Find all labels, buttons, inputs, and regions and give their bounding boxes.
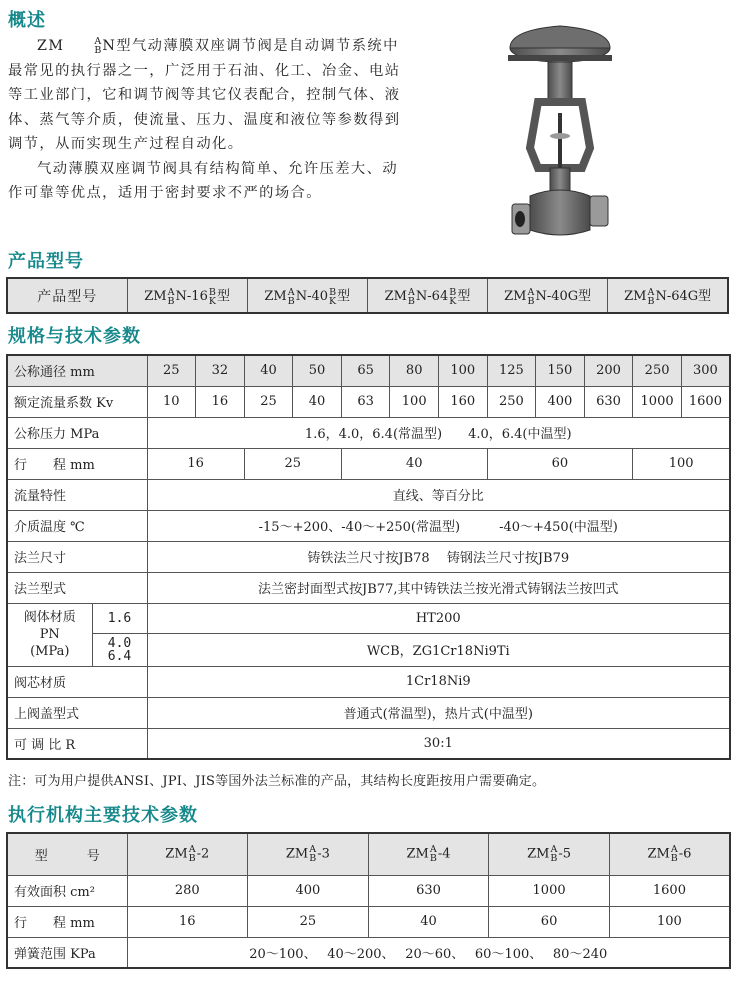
valve-image: [490, 18, 630, 240]
dn-value: 25: [147, 355, 196, 386]
temp-label: 介质温度 ℃: [7, 510, 147, 541]
model-suffix: 型: [216, 289, 230, 305]
bonnet-value: 普通式(常温型)，热片式(中温型): [147, 697, 730, 728]
models-label: 产品型号: [7, 278, 127, 313]
frac-top: B: [329, 286, 337, 298]
model-cell: [488, 278, 608, 313]
model-prefix: ZM: [527, 846, 550, 862]
model-fraction: [647, 288, 654, 306]
frac-bottom: B: [188, 853, 196, 865]
ratio-value: 30:1: [147, 728, 730, 759]
spec-row-temp: [7, 510, 730, 541]
overview-paragraph-2: 气动薄膜双座调节阀具有结构简单、允许压差大、动作可靠等优点，适用于密封要求不严的场合。: [8, 160, 399, 201]
dn-value: 32: [196, 355, 245, 386]
model-fraction: [65, 37, 101, 55]
model-prefix: ZM: [165, 846, 188, 862]
spec-row-body-1: [7, 603, 730, 633]
stroke-value: 100: [633, 448, 730, 479]
area-label: 有效面积 cm²: [7, 875, 127, 906]
stroke-value: 16: [147, 448, 244, 479]
model-prefix: ZM: [406, 846, 429, 862]
model-suffix: 型: [457, 289, 471, 305]
body-label-line: (MPa): [30, 644, 70, 659]
stroke-value: 60: [487, 448, 633, 479]
frac-bottom: B: [550, 853, 558, 865]
specs-table: [6, 354, 731, 760]
spec-row-stroke: [7, 448, 730, 479]
model-prefix: ZM: [624, 289, 647, 305]
model-code: N-40G型: [535, 289, 592, 305]
dn-value: 40: [244, 355, 293, 386]
flow-label: 流量特性: [7, 479, 147, 510]
model-prefix: ZM: [504, 289, 527, 305]
dn-value: 150: [536, 355, 585, 386]
model-fraction: [309, 845, 316, 863]
body-label-line: 阀体材质: [23, 610, 76, 625]
models-heading: 产品型号: [8, 251, 84, 272]
overview-paragraph-1: [8, 34, 413, 157]
core-label: 阀芯材质: [7, 666, 147, 697]
models-table: [6, 277, 729, 314]
frac-bottom: B: [647, 295, 655, 307]
dn-label: 公称通径 mm: [7, 355, 147, 386]
actuator-type-cell: [489, 833, 610, 875]
area-value: 1000: [489, 875, 610, 906]
spec-row-flange-type: [7, 572, 730, 603]
model-cell: [367, 278, 487, 313]
model-suffix: -3: [317, 846, 330, 862]
actuator-row-type: [7, 833, 730, 875]
model-prefix: ZM: [264, 289, 287, 305]
footnote: 注：可为用户提供ANSI、JPI、JIS等国外法兰标准的产品，其结构长度距按用户需要确定。: [8, 774, 546, 789]
spec-row-ratio: [7, 728, 730, 759]
frac-bottom: B: [287, 295, 295, 307]
area-value: 630: [368, 875, 489, 906]
spec-row-body-2: [7, 633, 730, 666]
model-fraction-2: [449, 288, 456, 306]
body-material-label: [7, 603, 92, 666]
spec-row-core: [7, 666, 730, 697]
overview-heading: 概述: [8, 10, 46, 31]
flange-type-value: 法兰密封面型式按JB77,其中铸铁法兰按光滑式铸钢法兰按凹式: [147, 572, 730, 603]
model-cell: [247, 278, 367, 313]
flow-value: 直线、等百分比: [147, 479, 730, 510]
ratio-label: 可 调 比 R: [7, 728, 147, 759]
actuator-stroke-value: 100: [609, 906, 730, 937]
dn-value: 80: [390, 355, 439, 386]
model-code: N-16: [175, 289, 208, 305]
actuator-heading: 执行机构主要技术参数: [8, 805, 198, 826]
spring-value: 20～100、 40～200、 20～60、 60～100、 80～240: [127, 937, 730, 968]
frac-top: A: [287, 286, 295, 298]
flange-type-label: 法兰型式: [7, 572, 147, 603]
body-pn-line: 6.4: [107, 648, 132, 664]
frac-top: A: [647, 286, 655, 298]
bonnet-label: 上阀盖型式: [7, 697, 147, 728]
dn-value: 65: [341, 355, 390, 386]
stroke-value: 40: [341, 448, 487, 479]
frac-top: A: [550, 844, 558, 856]
body-material-value: HT200: [147, 603, 730, 633]
frac-bottom: K: [208, 295, 216, 307]
model-fraction: [189, 845, 196, 863]
actuator-stroke-value: 16: [127, 906, 248, 937]
frac-top: B: [449, 286, 457, 298]
model-code: N-64G型: [655, 289, 712, 305]
dn-value: 200: [584, 355, 633, 386]
kv-value: 400: [536, 386, 585, 417]
kv-value: 160: [438, 386, 487, 417]
kv-label: 额定流量系数 Kv: [7, 386, 147, 417]
frac-top: A: [167, 286, 175, 298]
dn-value: 250: [633, 355, 682, 386]
kv-value: 1600: [681, 386, 730, 417]
kv-value: 630: [584, 386, 633, 417]
actuator-type-cell: [248, 833, 369, 875]
model-fraction-2: [329, 288, 336, 306]
model-prefix: ZM: [647, 846, 670, 862]
frac-bottom: B: [309, 853, 317, 865]
kv-value: 1000: [633, 386, 682, 417]
model-fraction: [671, 845, 678, 863]
frac-top: A: [309, 844, 317, 856]
overview-text: [8, 34, 413, 206]
dn-value: 100: [438, 355, 487, 386]
area-value: 280: [127, 875, 248, 906]
model-fraction: [168, 288, 175, 306]
actuator-table: [6, 832, 731, 969]
pressure-value: 1.6，4.0，6.4(常温型) 4.0，6.4(中温型): [147, 417, 730, 448]
frac-top: A: [429, 844, 437, 856]
actuator-type-cell: [127, 833, 248, 875]
frac-bottom: B: [407, 295, 415, 307]
actuator-row-spring: [7, 937, 730, 968]
model-code: N-64: [415, 289, 449, 305]
frac-bottom: B: [670, 853, 678, 865]
frac-top: A: [527, 286, 535, 298]
actuator-stroke-value: 40: [368, 906, 489, 937]
model-suffix: -6: [678, 846, 692, 862]
frac-bottom: K: [449, 295, 457, 307]
kv-value: 25: [244, 386, 293, 417]
frac-bottom: B: [527, 295, 535, 307]
kv-value: 250: [487, 386, 536, 417]
model-suffix: -4: [437, 846, 451, 862]
model-fraction: [550, 845, 557, 863]
spec-row-pressure: [7, 417, 730, 448]
model-fraction: [430, 845, 437, 863]
dn-value: 125: [487, 355, 536, 386]
spec-row-kv: [7, 386, 730, 417]
kv-value: 16: [196, 386, 245, 417]
frac-bottom: K: [329, 295, 337, 307]
spec-row-flange-size: [7, 541, 730, 572]
body-pn-line: 4.0: [107, 635, 132, 651]
pressure-label: 公称压力 MPa: [7, 417, 147, 448]
body-material-value: WCB，ZG1Cr18Ni9Ti: [147, 633, 730, 666]
frac-bottom: B: [429, 853, 437, 865]
body-pn: 1.6: [92, 603, 147, 633]
spring-label: 弹簧范围 KPa: [7, 937, 127, 968]
kv-value: 10: [147, 386, 196, 417]
model-fraction: [288, 288, 295, 306]
model-fraction: [527, 288, 534, 306]
model-prefix: ZM: [144, 289, 167, 305]
frac-top: B: [208, 286, 216, 298]
paragraph-text: N型气动薄膜双座调节阀是自动调节系统中最常见的执行器之一，广泛用于石油、化工、冶金、电站等工业部门，它和调节阀等其它仪表配合，控制气体、液体、蒸气等介质，使流量、压力、温度和液位等参数得到调节，从而实现生产过程自动化。: [8, 38, 401, 152]
spec-row-flow: [7, 479, 730, 510]
type-label: 型 号: [7, 833, 127, 875]
model-code: N-40: [295, 289, 329, 305]
model-cell: [608, 278, 728, 313]
stroke-label: 行 程 mm: [7, 448, 147, 479]
model-prefix: ZM: [384, 289, 407, 305]
kv-value: 63: [341, 386, 390, 417]
area-value: 400: [248, 875, 369, 906]
model-suffix: -5: [558, 846, 572, 862]
model-suffix: 型: [337, 289, 351, 305]
frac-bottom: B: [167, 295, 175, 307]
actuator-stroke-value: 25: [248, 906, 369, 937]
core-value: 1Cr18Ni9: [147, 666, 730, 697]
area-value: 1600: [609, 875, 730, 906]
kv-value: 100: [390, 386, 439, 417]
model-suffix: -2: [196, 846, 210, 862]
frac-top: A: [188, 844, 196, 856]
model-prefix: ZM: [37, 38, 65, 54]
spec-row-dn: [7, 355, 730, 386]
dn-value: 300: [681, 355, 730, 386]
body-pn: [92, 633, 147, 666]
frac-top: A: [407, 286, 415, 298]
actuator-stroke-label: 行 程 mm: [7, 906, 127, 937]
actuator-row-stroke: [7, 906, 730, 937]
body-label-line: PN: [39, 627, 60, 642]
spec-row-bonnet: [7, 697, 730, 728]
specs-heading: 规格与技术参数: [8, 326, 141, 347]
dn-value: 50: [293, 355, 342, 386]
temp-value: -15～+200、-40～+250(常温型) -40～+450(中温型): [147, 510, 730, 541]
frac-top: A: [94, 36, 102, 47]
actuator-row-area: [7, 875, 730, 906]
model-cell: [127, 278, 247, 313]
models-row: [7, 278, 728, 313]
actuator-type-cell: [609, 833, 730, 875]
flange-size-value: 铸铁法兰尺寸按JB78 铸钢法兰尺寸按JB79: [147, 541, 730, 572]
actuator-stroke-value: 60: [489, 906, 610, 937]
model-fraction: [408, 288, 415, 306]
model-fraction-2: [209, 288, 216, 306]
frac-bottom: B: [94, 45, 102, 56]
kv-value: 40: [293, 386, 342, 417]
flange-size-label: 法兰尺寸: [7, 541, 147, 572]
model-prefix: ZM: [285, 846, 309, 862]
actuator-type-cell: [368, 833, 489, 875]
frac-top: A: [670, 844, 678, 856]
stroke-value: 25: [244, 448, 341, 479]
